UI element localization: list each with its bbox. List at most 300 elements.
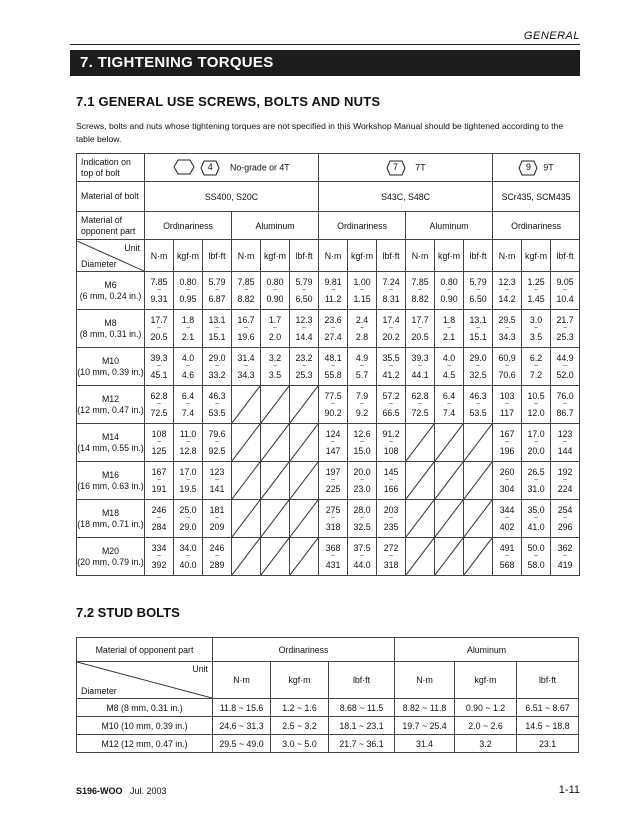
torque-max: 14.2 (498, 293, 516, 304)
bolt-size: M12 (101, 393, 120, 404)
range-tilde: ~ (156, 400, 162, 408)
chapter-banner: 7. TIGHTENING TORQUES (70, 50, 580, 76)
torque-max: 45.1 (150, 369, 168, 380)
torque-cell (522, 272, 551, 310)
range-tilde: ~ (505, 438, 510, 446)
range-tilde: ~ (476, 400, 481, 408)
torque-cell (174, 500, 203, 538)
not-applicable-cell (406, 462, 435, 500)
torque-max: 14.4 (295, 331, 313, 342)
torque-max: 6.87 (208, 293, 226, 304)
range-tilde: ~ (214, 286, 220, 294)
grade-mark-icon (200, 160, 220, 176)
range-tilde: ~ (331, 552, 336, 560)
torque-max: 92.5 (208, 445, 226, 456)
material-9t: SCr435, SCM435 (493, 182, 580, 212)
torque-cell (522, 310, 551, 348)
bolt-size-cell (77, 386, 145, 424)
stud-aluminum: Aluminum (395, 638, 579, 662)
unit-header: lbf·ft (290, 240, 319, 272)
range-tilde: ~ (505, 514, 510, 522)
torque-min: 254 (557, 505, 573, 515)
torque-cell (203, 500, 232, 538)
range-tilde: ~ (534, 476, 539, 484)
torque-max: 33.2 (208, 369, 226, 380)
bolt-dimension: (16 mm, 0.63 in.) (77, 480, 144, 491)
stud-size: M8 (8 mm, 0.31 in.) (77, 699, 213, 717)
torque-cell (145, 310, 174, 348)
range-tilde: ~ (389, 552, 394, 560)
range-tilde: ~ (505, 552, 510, 560)
torque-cell (348, 538, 377, 576)
range-tilde: ~ (447, 400, 452, 408)
torque-cell (493, 272, 522, 310)
torque-cell (348, 348, 377, 386)
diameter-label: Diameter (81, 686, 117, 696)
range-tilde: ~ (360, 514, 365, 522)
bolt-size-cell (77, 310, 145, 348)
unit-header: lbf·ft (517, 662, 579, 699)
not-applicable-cell (290, 500, 319, 538)
torque-min: 491 (499, 543, 515, 553)
torque-min: 20.0 (353, 467, 371, 477)
torque-table (76, 153, 580, 576)
range-tilde: ~ (156, 324, 162, 332)
material-4t: SS400, S20C (145, 182, 319, 212)
not-applicable-cell (232, 462, 261, 500)
torque-min: 197 (325, 467, 341, 477)
torque-cell (261, 272, 290, 310)
torque-max: 20.2 (382, 331, 400, 342)
table-row (77, 386, 580, 424)
torque-max: 141 (209, 483, 225, 494)
range-tilde: ~ (214, 514, 220, 522)
torque-max: 4.5 (442, 369, 456, 380)
not-applicable-cell (406, 538, 435, 576)
range-tilde: ~ (243, 286, 249, 294)
torque-cell (319, 386, 348, 424)
section-header: GENERAL (523, 30, 580, 42)
torque-min: 10.5 (527, 391, 545, 401)
bolt-size-cell (77, 424, 145, 462)
not-applicable-cell (406, 424, 435, 462)
torque-max: 196 (499, 445, 515, 456)
torque-max: 289 (209, 559, 225, 570)
torque-cell (522, 386, 551, 424)
grade-mark-text: 9 (525, 161, 531, 172)
not-applicable-cell (232, 500, 261, 538)
range-tilde: ~ (505, 476, 510, 484)
stud-torque-value: 31.4 (395, 735, 455, 753)
torque-min: 11.0 (179, 429, 197, 439)
torque-max: 9.2 (355, 407, 369, 418)
stud-torque-value: 2.0 ~ 2.6 (455, 717, 517, 735)
range-tilde: ~ (185, 514, 191, 522)
range-tilde: ~ (505, 286, 510, 294)
range-tilde: ~ (447, 324, 452, 332)
torque-max: 20.0 (527, 445, 545, 456)
grade-9t-text: 9T (543, 161, 554, 172)
grade-7t-cell (319, 154, 493, 182)
torque-max: 31.0 (527, 483, 545, 494)
torque-min: 103 (499, 391, 515, 401)
torque-max: 72.5 (150, 407, 168, 418)
unit-header: N·m (232, 240, 261, 272)
torque-max: 117 (500, 407, 515, 418)
bolt-size: M16 (101, 469, 120, 480)
grade-mark-text: 7 (393, 161, 399, 172)
torque-max: 44.0 (353, 559, 371, 570)
table-row (77, 462, 580, 500)
torque-max: 235 (383, 521, 399, 532)
torque-cell (377, 348, 406, 386)
torque-max: 225 (325, 483, 341, 494)
range-tilde: ~ (534, 552, 539, 560)
torque-cell (493, 386, 522, 424)
torque-cell (261, 310, 290, 348)
range-tilde: ~ (214, 552, 220, 560)
torque-min: 167 (151, 467, 167, 477)
indication-label: Indication on top of bolt (77, 154, 145, 182)
torque-cell (551, 462, 580, 500)
stud-torque-value: 19.7 ~ 25.4 (395, 717, 455, 735)
range-tilde: ~ (389, 324, 394, 332)
opp-aluminum: Aluminum (232, 212, 319, 240)
range-tilde: ~ (418, 400, 423, 408)
torque-cell (551, 500, 580, 538)
table-row (77, 699, 579, 717)
torque-cell (551, 310, 580, 348)
torque-max: 7.2 (529, 369, 543, 380)
not-applicable-cell (464, 462, 493, 500)
range-tilde: ~ (563, 362, 568, 370)
range-tilde: ~ (214, 438, 220, 446)
torque-cell (522, 348, 551, 386)
torque-min: 21.7 (556, 315, 574, 325)
table-row (77, 538, 580, 576)
not-applicable-cell (261, 500, 290, 538)
range-tilde: ~ (389, 362, 394, 370)
unit-header: kgf·m (348, 240, 377, 272)
range-tilde: ~ (534, 400, 539, 408)
range-tilde: ~ (505, 400, 510, 408)
torque-min: 46.3 (208, 391, 226, 401)
torque-cell (435, 272, 464, 310)
unit-header: N·m (493, 240, 522, 272)
torque-min: 57.2 (382, 391, 400, 401)
stud-torque-value: 24.6 ~ 31.3 (213, 717, 271, 735)
torque-max: 53.5 (469, 407, 487, 418)
grade-mark-icon (518, 160, 538, 176)
stud-torque-value: 1.2 ~ 1.6 (271, 699, 329, 717)
torque-max: 224 (557, 483, 573, 494)
torque-min: 16.7 (237, 315, 255, 325)
range-tilde: ~ (185, 362, 191, 370)
torque-max: 44.1 (411, 369, 429, 380)
torque-min: 13.1 (208, 315, 226, 325)
torque-max: 1.45 (527, 293, 545, 304)
not-applicable-cell (464, 500, 493, 538)
range-tilde: ~ (331, 438, 336, 446)
range-tilde: ~ (389, 400, 394, 408)
torque-cell (493, 500, 522, 538)
torque-min: 39.3 (150, 353, 168, 363)
torque-max: 166 (383, 483, 399, 494)
torque-max: 2.0 (268, 331, 282, 342)
torque-max: 23.0 (353, 483, 371, 494)
range-tilde: ~ (360, 324, 365, 332)
range-tilde: ~ (563, 476, 568, 484)
torque-min: 181 (209, 505, 225, 515)
torque-cell (551, 272, 580, 310)
torque-max: 2.1 (442, 331, 456, 342)
torque-max: 4.6 (181, 369, 195, 380)
grade-mark-text: 4 (207, 161, 213, 172)
torque-min: 344 (499, 505, 515, 515)
torque-min: 4.0 (181, 353, 195, 363)
range-tilde: ~ (418, 286, 423, 294)
range-tilde: ~ (185, 400, 191, 408)
bolt-dimension: (18 mm, 0.71 in.) (77, 518, 144, 529)
unit-header: lbf·ft (377, 240, 406, 272)
range-tilde: ~ (534, 324, 539, 332)
torque-min: 192 (557, 467, 573, 477)
stud-torque-value: 21.7 ~ 36.1 (329, 735, 395, 753)
opp-ordinariness: Ordinariness (145, 212, 232, 240)
not-applicable-cell (232, 538, 261, 576)
torque-cell (319, 500, 348, 538)
range-tilde: ~ (301, 362, 307, 370)
torque-cell (377, 538, 406, 576)
stud-torque-value: 8.68 ~ 11.5 (329, 699, 395, 717)
torque-cell (551, 538, 580, 576)
torque-cell (145, 424, 174, 462)
unit-header: N·m (213, 662, 271, 699)
torque-min: 13.1 (469, 315, 487, 325)
stud-torque-value: 3.0 ~ 5.0 (271, 735, 329, 753)
unit-header: N·m (145, 240, 174, 272)
torque-cell (348, 500, 377, 538)
range-tilde: ~ (563, 286, 568, 294)
torque-cell (435, 386, 464, 424)
stud-opponent-label: Material of opponent part (77, 638, 213, 662)
torque-min: 123 (557, 429, 573, 439)
stud-torque-value: 14.5 ~ 18.8 (517, 717, 579, 735)
torque-max: 25.3 (556, 331, 574, 342)
stud-torque-value: 3.2 (455, 735, 517, 753)
torque-min: 17.7 (150, 315, 168, 325)
bolt-size-cell (77, 348, 145, 386)
torque-cell (145, 272, 174, 310)
range-tilde: ~ (156, 438, 162, 446)
torque-cell (435, 310, 464, 348)
torque-min: 1.8 (181, 315, 195, 325)
torque-min: 4.9 (355, 353, 369, 363)
range-tilde: ~ (156, 476, 162, 484)
torque-min: 275 (325, 505, 341, 515)
table-row (77, 424, 580, 462)
torque-min: 29.0 (469, 353, 487, 363)
torque-cell (319, 348, 348, 386)
torque-min: 48.1 (324, 353, 342, 363)
opponent-label: Material of opponent part (77, 212, 145, 240)
range-tilde: ~ (563, 514, 568, 522)
not-applicable-cell (290, 424, 319, 462)
torque-min: 23.2 (295, 353, 313, 363)
not-applicable-cell (261, 538, 290, 576)
unit-header: lbf·ft (203, 240, 232, 272)
bolt-dimension: (10 mm, 0.39 in.) (77, 366, 144, 377)
grade-7t-text: 7T (415, 161, 426, 172)
torque-min: 362 (557, 543, 573, 553)
torque-max: 296 (557, 521, 573, 532)
torque-max: 209 (209, 521, 225, 532)
bolt-size-cell (77, 500, 145, 538)
torque-cell (203, 272, 232, 310)
torque-max: 72.5 (411, 407, 429, 418)
torque-max: 12.8 (179, 445, 197, 456)
range-tilde: ~ (185, 324, 191, 332)
unit-header: lbf·ft (329, 662, 395, 699)
torque-cell (464, 386, 493, 424)
torque-min: 34.0 (179, 543, 197, 553)
torque-min: 167 (499, 429, 515, 439)
torque-cell (406, 310, 435, 348)
torque-min: 0.80 (440, 277, 458, 287)
torque-cell (174, 538, 203, 576)
intro-paragraph: Screws, bolts and nuts whose tightening torques are not specified in this Workshop Manual should be tightened according to the table below. (76, 121, 564, 144)
stud-torque-value: 8.82 ~ 11.8 (395, 699, 455, 717)
torque-max: 41.0 (527, 521, 545, 532)
torque-max: 6.50 (295, 293, 313, 304)
bolt-size: M8 (104, 317, 117, 328)
unit-header: N·m (406, 240, 435, 272)
torque-cell (290, 348, 319, 386)
torque-cell (145, 462, 174, 500)
range-tilde: ~ (534, 514, 539, 522)
unit-header: kgf·m (455, 662, 517, 699)
not-applicable-cell (406, 500, 435, 538)
model-code: S196-WOO (76, 786, 123, 796)
range-tilde: ~ (360, 362, 365, 370)
torque-max: 41.2 (382, 369, 400, 380)
torque-cell (377, 310, 406, 348)
torque-min: 1.7 (268, 315, 282, 325)
torque-cell (377, 462, 406, 500)
torque-min: 46.3 (469, 391, 487, 401)
torque-min: 17.4 (382, 315, 400, 325)
torque-max: 304 (499, 483, 515, 494)
torque-min: 6.4 (181, 391, 195, 401)
torque-min: 50.0 (527, 543, 545, 553)
unit-header: N·m (319, 240, 348, 272)
torque-cell (145, 538, 174, 576)
section-7-1-title: 7.1 GENERAL USE SCREWS, BOLTS AND NUTS (76, 94, 381, 109)
table-row (77, 717, 579, 735)
bolt-dimension: (14 mm, 0.55 in.) (77, 442, 144, 453)
table-row (77, 272, 580, 310)
grade-mark-icon (386, 160, 406, 176)
torque-cell (174, 272, 203, 310)
torque-max: 53.5 (208, 407, 226, 418)
torque-cell (232, 348, 261, 386)
grade-9t-cell (493, 154, 580, 182)
stud-torque-value: 18.1 ~ 23.1 (329, 717, 395, 735)
torque-min: 5.79 (469, 277, 487, 287)
bolt-size: M18 (101, 507, 120, 518)
torque-min: 7.85 (150, 277, 168, 287)
bolt-dimension: (6 mm, 0.24 in.) (79, 290, 142, 301)
opp-ordinariness: Ordinariness (319, 212, 406, 240)
torque-max: 5.7 (355, 369, 369, 380)
range-tilde: ~ (272, 362, 278, 370)
torque-min: 5.79 (208, 277, 226, 287)
table-row (77, 348, 580, 386)
torque-max: 392 (151, 559, 167, 570)
torque-cell (319, 424, 348, 462)
torque-cell (406, 348, 435, 386)
torque-cell (174, 424, 203, 462)
torque-min: 7.85 (237, 277, 255, 287)
torque-cell (203, 538, 232, 576)
torque-max: 15.1 (469, 331, 487, 342)
torque-cell (348, 462, 377, 500)
torque-min: 35.5 (382, 353, 400, 363)
table-row (77, 500, 580, 538)
not-applicable-cell (261, 386, 290, 424)
not-applicable-cell (261, 424, 290, 462)
range-tilde: ~ (563, 324, 568, 332)
torque-min: 26.5 (527, 467, 545, 477)
torque-max: 125 (151, 445, 167, 456)
range-tilde: ~ (360, 286, 365, 294)
range-tilde: ~ (331, 400, 336, 408)
grade-4t-cell (145, 154, 319, 182)
not-applicable-cell (232, 424, 261, 462)
stud-size: M12 (12 mm, 0.47 in.) (77, 735, 213, 753)
torque-cell (522, 462, 551, 500)
unit-header: kgf·m (174, 240, 203, 272)
torque-cell (232, 272, 261, 310)
torque-min: 203 (383, 505, 399, 515)
torque-cell (319, 462, 348, 500)
unit-header: N·m (395, 662, 455, 699)
stud-torque-value: 2.5 ~ 3.2 (271, 717, 329, 735)
diameter-label: Diameter (81, 258, 117, 269)
range-tilde: ~ (331, 324, 336, 332)
range-tilde: ~ (476, 362, 481, 370)
torque-max: 11.2 (324, 293, 342, 304)
range-tilde: ~ (534, 286, 539, 294)
torque-cell (377, 386, 406, 424)
torque-min: 2.4 (355, 315, 369, 325)
range-tilde: ~ (563, 552, 568, 560)
range-tilde: ~ (534, 362, 539, 370)
torque-cell (319, 538, 348, 576)
range-tilde: ~ (505, 362, 510, 370)
torque-min: 334 (151, 543, 167, 553)
torque-max: 34.3 (498, 331, 516, 342)
torque-max: 3.5 (268, 369, 282, 380)
torque-cell (522, 424, 551, 462)
range-tilde: ~ (389, 514, 394, 522)
range-tilde: ~ (243, 362, 249, 370)
unit-header: kgf·m (271, 662, 329, 699)
torque-min: 272 (383, 543, 399, 553)
torque-max: 58.0 (527, 559, 545, 570)
torque-max: 419 (557, 559, 573, 570)
torque-max: 34.3 (237, 369, 255, 380)
